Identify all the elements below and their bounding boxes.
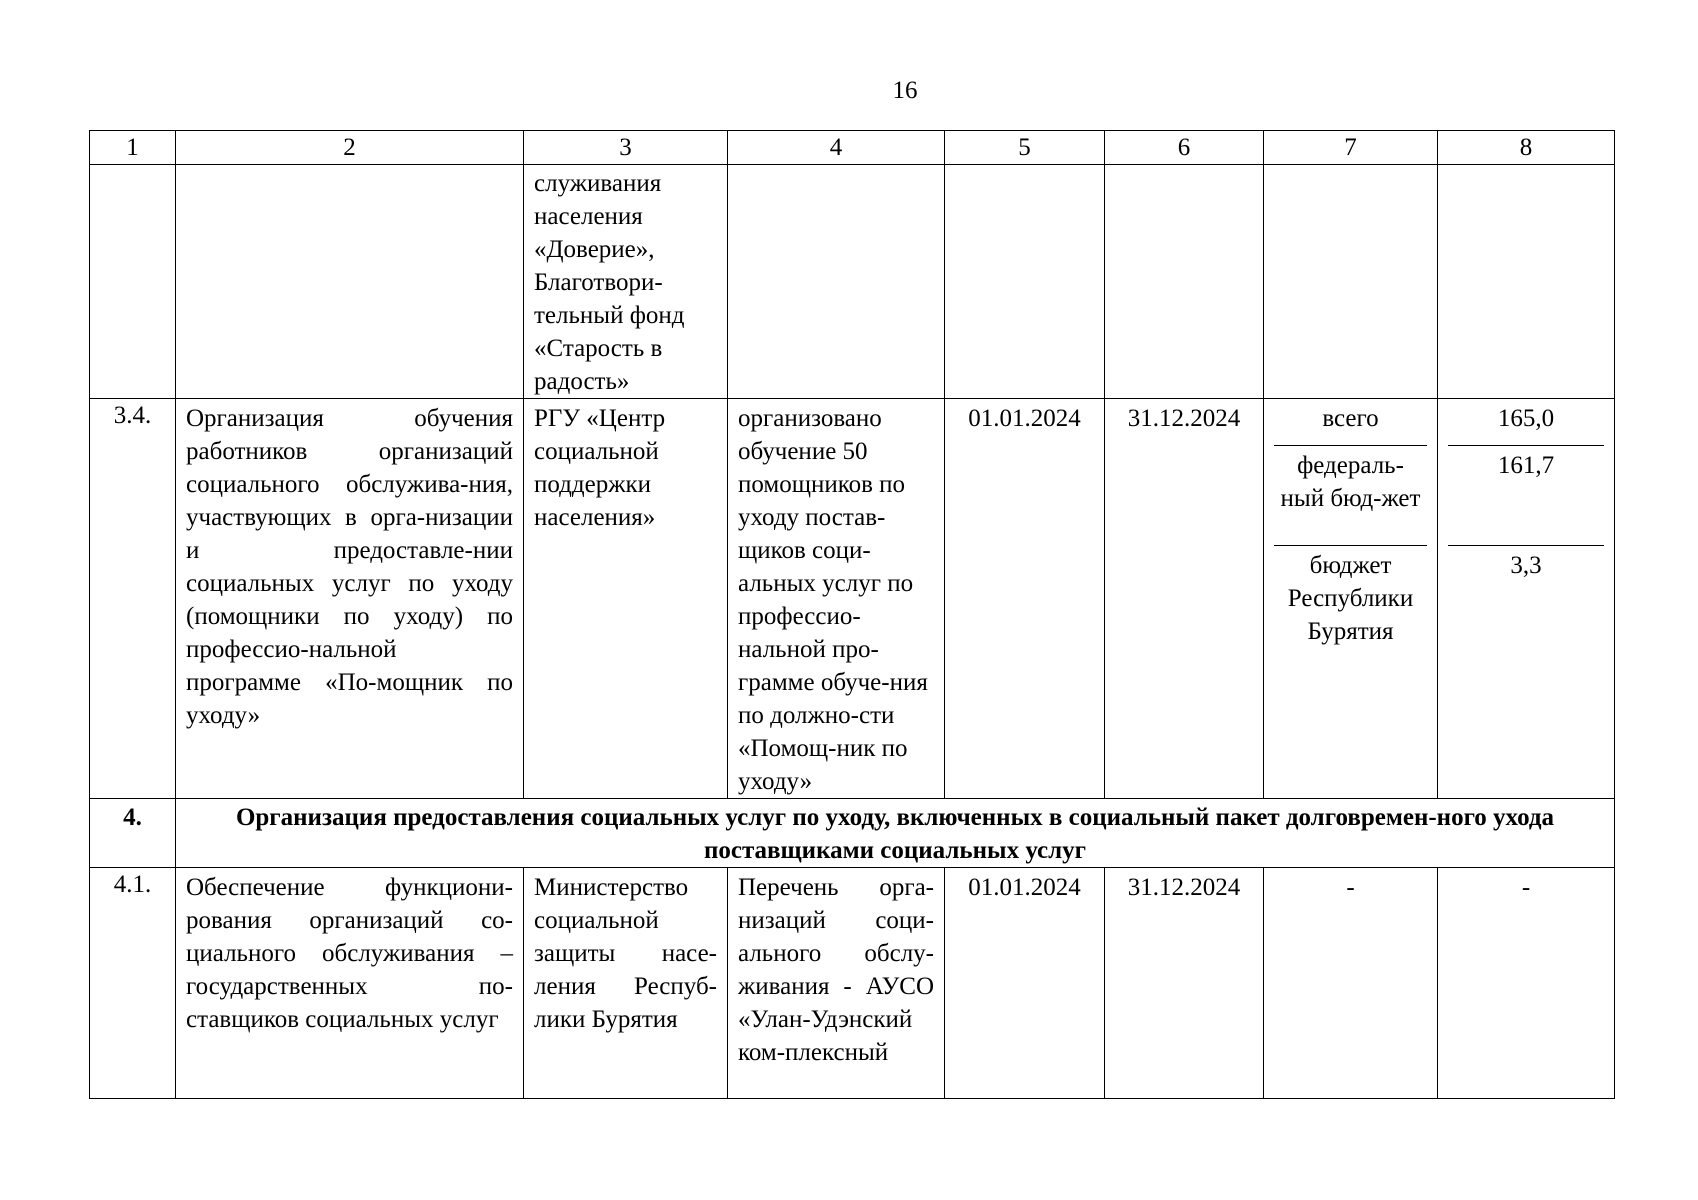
header-cell: 8 bbox=[1438, 131, 1615, 165]
start-date: 01.01.2024 bbox=[945, 868, 1105, 1099]
funding-amount: - bbox=[1438, 868, 1615, 1099]
table-cell bbox=[1438, 165, 1615, 399]
table-cell bbox=[176, 165, 524, 399]
funding-source: бюджет Республики Бурятия bbox=[1274, 545, 1427, 652]
funding-source: - bbox=[1264, 868, 1438, 1099]
table-row-4-1 bbox=[90, 868, 1615, 1099]
table-cell bbox=[728, 165, 945, 399]
header-cell: 3 bbox=[524, 131, 728, 165]
header-cell: 6 bbox=[1105, 131, 1264, 165]
header-row bbox=[90, 131, 1615, 165]
row-number: 4.1. bbox=[90, 868, 176, 1099]
table-cell bbox=[945, 165, 1105, 399]
executor: Министерство социальной защиты насе-ления Респуб-лики Бурятия bbox=[524, 868, 728, 1099]
end-date: 31.12.2024 bbox=[1105, 868, 1264, 1099]
document-table bbox=[89, 130, 1615, 1099]
header-cell: 1 bbox=[90, 131, 176, 165]
funding-source: федераль-ный бюд-жет bbox=[1274, 445, 1427, 545]
section-row bbox=[90, 799, 1615, 868]
end-date: 31.12.2024 bbox=[1105, 399, 1264, 799]
funding-amount: 161,7 bbox=[1448, 445, 1604, 545]
executor: РГУ «Центр социальной поддержки населения» bbox=[524, 399, 728, 799]
section-title: Организация предоставления социальных услуг по уходу, включенных в социальный пакет долговремен-ного ухода поставщиками социальных услуг bbox=[176, 799, 1615, 868]
start-date: 01.01.2024 bbox=[945, 399, 1105, 799]
header-cell: 4 bbox=[728, 131, 945, 165]
funding-amount: 165,0 bbox=[1497, 405, 1555, 432]
header-cell: 7 bbox=[1264, 131, 1438, 165]
funding-source-cell bbox=[1264, 399, 1438, 799]
table-cell bbox=[1105, 165, 1264, 399]
page-number: 16 bbox=[892, 77, 918, 104]
header-cell: 5 bbox=[945, 131, 1105, 165]
header-cell: 2 bbox=[176, 131, 524, 165]
expected-result: организовано обучение 50 помощников по уходу постав-щиков соци-альных услуг по профессио-нальной про-грамме обуче-ния по должно-сти «Помощ-ник по уходу» bbox=[728, 399, 945, 799]
activity-name: Обеспечение функциони-рования организаций со-циального обслуживания – государственных по-ставщиков социальных услуг bbox=[176, 868, 524, 1099]
funding-amount-cell bbox=[1438, 399, 1615, 799]
row-number: 3.4. bbox=[90, 399, 176, 799]
table-cell-executor: служивания населения «Доверие», Благотвори-тельный фонд «Старость в радость» bbox=[524, 165, 728, 399]
table-cell bbox=[1264, 165, 1438, 399]
funding-source: всего bbox=[1322, 405, 1379, 432]
table-cell bbox=[90, 165, 176, 399]
table-row-continued bbox=[90, 165, 1615, 399]
section-number: 4. bbox=[90, 799, 176, 868]
expected-result: Перечень орга-низаций соци-ального обслу-живания - АУСО «Улан-Удэнский ком-плексный bbox=[728, 868, 945, 1099]
funding-amount: 3,3 bbox=[1448, 545, 1604, 586]
table-row-3-4 bbox=[90, 399, 1615, 799]
activity-name: Организация обучения работников организаций социального обслужива-ния, участвующих в орга-низации и предоставле-нии социальных услуг по уходу (помощники по уходу) по профессио-нальной программе «По-мощник по уходу» bbox=[176, 399, 524, 799]
